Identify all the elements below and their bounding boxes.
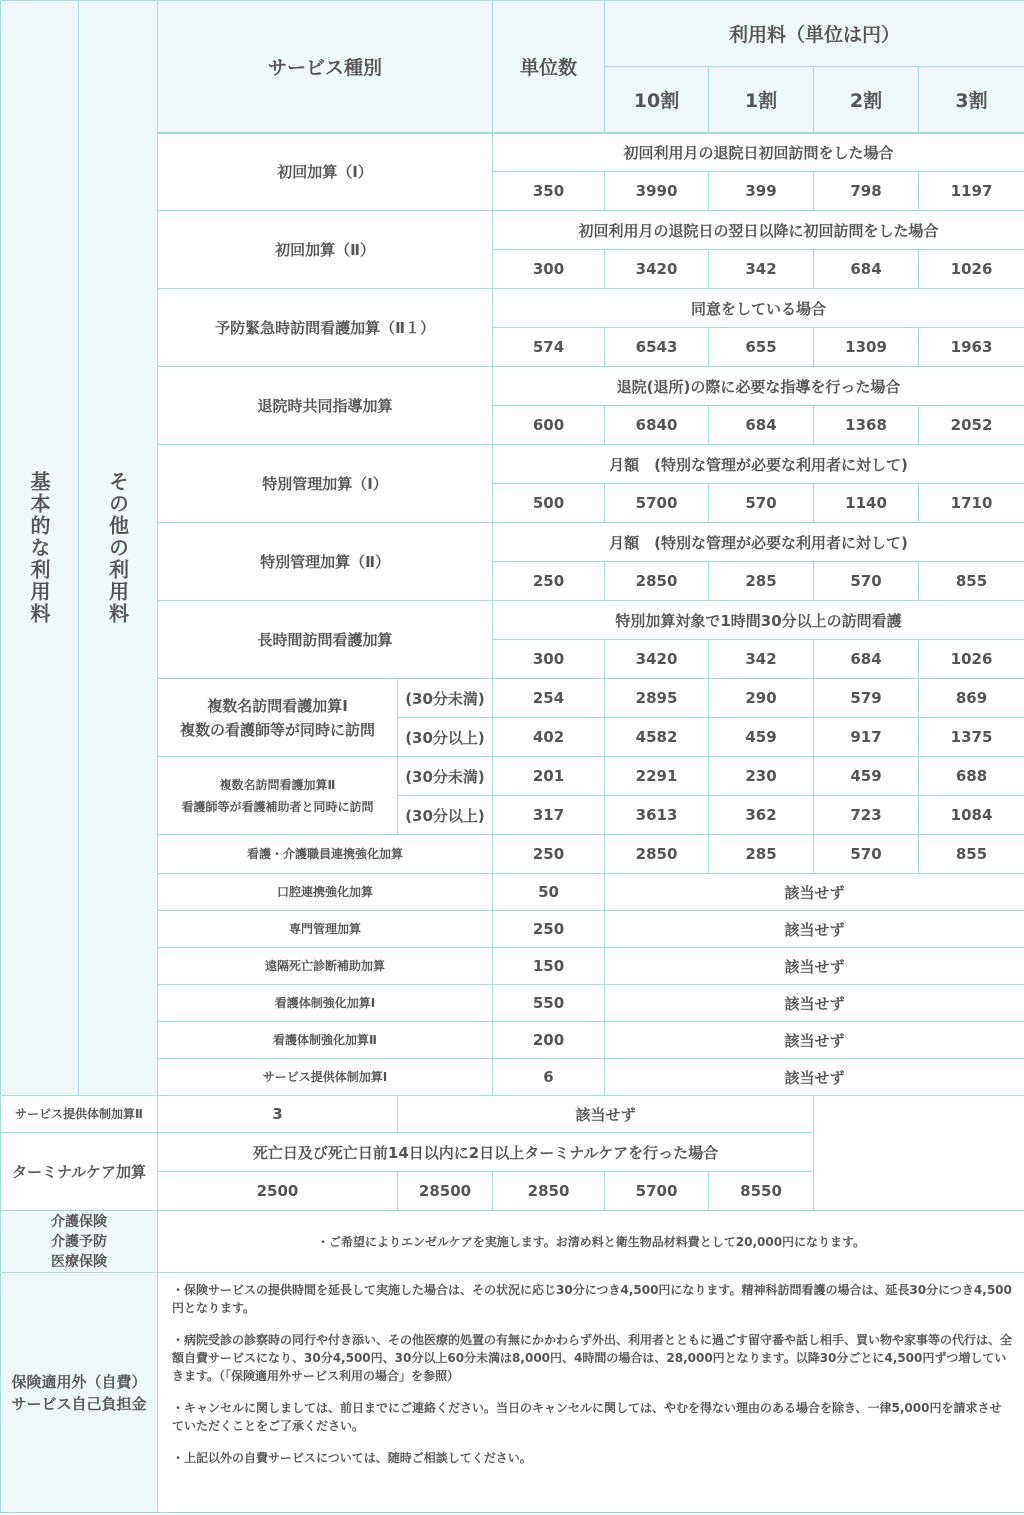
service-name: 専門管理加算: [158, 911, 493, 948]
insurance-type: 医療保険: [51, 1253, 107, 1270]
fee-10: 3420: [605, 640, 709, 679]
service-name: 遠隔死亡診断補助加算: [158, 948, 493, 985]
not-applicable: 該当せず: [605, 911, 1024, 948]
multi-visit-title: 複数名訪問看護加算Ⅱ: [219, 777, 336, 792]
multi-visit-desc: 複数の看護師等が同時に訪問: [179, 720, 375, 739]
header-fee-title: 利用料（単位は円）: [605, 1, 1024, 67]
service-name: 退院時共同指導加算: [158, 367, 493, 445]
insurance-label: [1, 1211, 158, 1273]
service-units: 317: [493, 796, 605, 835]
not-applicable: 該当せず: [605, 1022, 1024, 1059]
service-name: サービス提供体制加算Ⅱ: [1, 1096, 158, 1133]
service-units: 50: [493, 874, 605, 911]
fee-1: 362: [709, 796, 814, 835]
service-units: 150: [493, 948, 605, 985]
fee-10: 4582: [605, 718, 709, 757]
service-name: 予防緊急時訪問看護加算（Ⅱ１）: [158, 289, 493, 367]
other-fee-label-cell: [79, 1, 158, 1096]
fee-3: 1197: [919, 172, 1024, 211]
fee-1: 570: [709, 484, 814, 523]
header-col-10: 10割: [605, 67, 709, 133]
fee-3: 1375: [919, 718, 1024, 757]
service-note: 月額 (特別な管理が必要な利用者に対して): [493, 523, 1024, 562]
fee-10: 5700: [605, 484, 709, 523]
service-units: 6: [493, 1059, 605, 1096]
duration-label: (30分未満): [398, 757, 493, 796]
fee-3: 1026: [919, 250, 1024, 289]
header-col-3: 3割: [919, 67, 1024, 133]
fee-2: 723: [814, 796, 919, 835]
service-note: 退院(退所)の際に必要な指導を行った場合: [493, 367, 1024, 406]
header-col-2: 2割: [814, 67, 919, 133]
header-col-1: 1割: [709, 67, 814, 133]
not-applicable: 該当せず: [605, 948, 1024, 985]
other-fee-label: その他の利用料: [105, 471, 130, 625]
duration-label: (30分未満): [398, 679, 493, 718]
service-name: ターミナルケア加算: [1, 1133, 158, 1211]
self-pay-note: ・保険サービスの提供時間を延長して実施した場合は、その状況に応じ30分につき4,500円になります。精神科訪問看護の場合は、延長30分につき4,500円となります。: [172, 1283, 1012, 1315]
fee-2: 570: [814, 562, 919, 601]
service-note: 同意をしている場合: [493, 289, 1024, 328]
insurance-type: 介護予防: [51, 1233, 107, 1250]
fee-3: 8550: [709, 1172, 814, 1211]
fee-10: 6840: [605, 406, 709, 445]
fee-10: 2850: [605, 835, 709, 874]
duration-label: (30分以上): [398, 796, 493, 835]
fee-3: 688: [919, 757, 1024, 796]
fee-10: 3613: [605, 796, 709, 835]
self-pay-note: ・病院受診の診察時の同行や付き添い、その他医療的処置の有無にかかわらず外出、利用者とともに過ごす留守番や話し相手、買い物や家事等の代行は、全額自費サービスになり、30分4,500円、30分以上60分未満は8,000円、4時間の場合は、28,000円となります。以降30分ごとに4,500円ずつ増していきます。（「保険適用外サービス利用の場合」を参照）: [172, 1333, 1013, 1383]
service-name: サービス提供体制加算Ⅰ: [158, 1059, 493, 1096]
fee-10: 28500: [398, 1172, 493, 1211]
service-units: 3: [158, 1096, 398, 1133]
service-units: 550: [493, 985, 605, 1022]
fee-10: 2850: [605, 562, 709, 601]
service-name: 初回加算（Ⅰ）: [158, 133, 493, 211]
service-name: 特別管理加算（Ⅰ）: [158, 445, 493, 523]
service-units: 250: [493, 835, 605, 874]
fee-3: 1084: [919, 796, 1024, 835]
service-units: 574: [493, 328, 605, 367]
fee-3: 855: [919, 835, 1024, 874]
service-name: 看護体制強化加算Ⅰ: [158, 985, 493, 1022]
service-units: 200: [493, 1022, 605, 1059]
service-units: 250: [493, 562, 605, 601]
not-applicable: 該当せず: [398, 1096, 814, 1133]
multi-visit-name: [158, 757, 398, 835]
self-pay-label-line: サービス自己負担金: [11, 1394, 147, 1413]
fee-2: 684: [814, 640, 919, 679]
fee-1: 459: [709, 718, 814, 757]
service-name: 初回加算（Ⅱ）: [158, 211, 493, 289]
fee-3: 855: [919, 562, 1024, 601]
self-pay-label-line: 保険適用外（自費）: [11, 1372, 147, 1391]
fee-1: 684: [709, 406, 814, 445]
service-units: 300: [493, 250, 605, 289]
fee-1: 230: [709, 757, 814, 796]
fee-10: 6543: [605, 328, 709, 367]
service-note: 月額 (特別な管理が必要な利用者に対して): [493, 445, 1024, 484]
insurance-type: 介護保険: [51, 1213, 107, 1230]
service-name: 看護・介護職員連携強化加算: [158, 835, 493, 874]
service-name: 看護体制強化加算Ⅱ: [158, 1022, 493, 1059]
not-applicable: 該当せず: [605, 1059, 1024, 1096]
fee-2: 684: [814, 250, 919, 289]
service-units: 402: [493, 718, 605, 757]
multi-visit-title: 複数名訪問看護加算Ⅰ: [207, 696, 348, 715]
fee-1: 290: [709, 679, 814, 718]
fee-2: 917: [814, 718, 919, 757]
service-note: 死亡日及び死亡日前14日以内に2日以上ターミナルケアを行った場合: [158, 1133, 814, 1172]
fee-1: 285: [709, 562, 814, 601]
fee-3: 1963: [919, 328, 1024, 367]
service-name: 特別管理加算（Ⅱ）: [158, 523, 493, 601]
service-name: 長時間訪問看護加算: [158, 601, 493, 679]
header-service-type: サービス種別: [158, 1, 493, 133]
angel-care-note: ・ご希望によりエンゼルケアを実施します。お清め料と衛生物品材料費として20,000円になります。: [158, 1211, 1024, 1273]
fee-2: 1368: [814, 406, 919, 445]
service-units: 350: [493, 172, 605, 211]
fee-1: 342: [709, 250, 814, 289]
fee-2: 579: [814, 679, 919, 718]
fee-1: 655: [709, 328, 814, 367]
service-units: 254: [493, 679, 605, 718]
fee-3: 2052: [919, 406, 1024, 445]
fee-10: 2291: [605, 757, 709, 796]
fee-1: 285: [709, 835, 814, 874]
fee-1: 342: [709, 640, 814, 679]
fee-10: 3990: [605, 172, 709, 211]
fee-1: 399: [709, 172, 814, 211]
service-units: 201: [493, 757, 605, 796]
service-note: 特別加算対象で1時間30分以上の訪問看護: [493, 601, 1024, 640]
fee-2: 5700: [605, 1172, 709, 1211]
self-pay-label: [1, 1273, 158, 1513]
multi-visit-name: [158, 679, 398, 757]
service-units: 600: [493, 406, 605, 445]
self-pay-notes: [158, 1273, 1024, 1513]
fee-2: 570: [814, 835, 919, 874]
fee-2: 1140: [814, 484, 919, 523]
self-pay-note: ・上記以外の自費サービスについては、随時ご相談してください。: [172, 1451, 532, 1465]
fee-2: 459: [814, 757, 919, 796]
fee-1: 2850: [493, 1172, 605, 1211]
fee-2: 1309: [814, 328, 919, 367]
basic-fee-label: 基本的な利用料: [27, 471, 51, 625]
service-note: 初回利用月の退院日初回訪問をした場合: [493, 133, 1024, 172]
not-applicable: 該当せず: [605, 985, 1024, 1022]
service-units: 300: [493, 640, 605, 679]
service-note: 初回利用月の退院日の翌日以降に初回訪問をした場合: [493, 211, 1024, 250]
service-units: 250: [493, 911, 605, 948]
fee-3: 1710: [919, 484, 1024, 523]
multi-visit-desc: 看護師等が看護補助者と同時に訪問: [181, 799, 374, 814]
fee-10: 3420: [605, 250, 709, 289]
fee-3: 869: [919, 679, 1024, 718]
fee-10: 2895: [605, 679, 709, 718]
self-pay-note: ・キャンセルに関しましては、前日までにご連絡ください。当日のキャンセルに関しては、やむを得ない理由のある場合を除き、一律5,000円を請求させていただくことをご了承ください。: [172, 1401, 1002, 1433]
header-units: 単位数: [493, 1, 605, 133]
basic-fee-label-cell: [1, 1, 79, 1096]
service-units: 500: [493, 484, 605, 523]
fee-3: 1026: [919, 640, 1024, 679]
service-units: 2500: [158, 1172, 398, 1211]
duration-label: (30分以上): [398, 718, 493, 757]
fee-2: 798: [814, 172, 919, 211]
service-name: 口腔連携強化加算: [158, 874, 493, 911]
not-applicable: 該当せず: [605, 874, 1024, 911]
